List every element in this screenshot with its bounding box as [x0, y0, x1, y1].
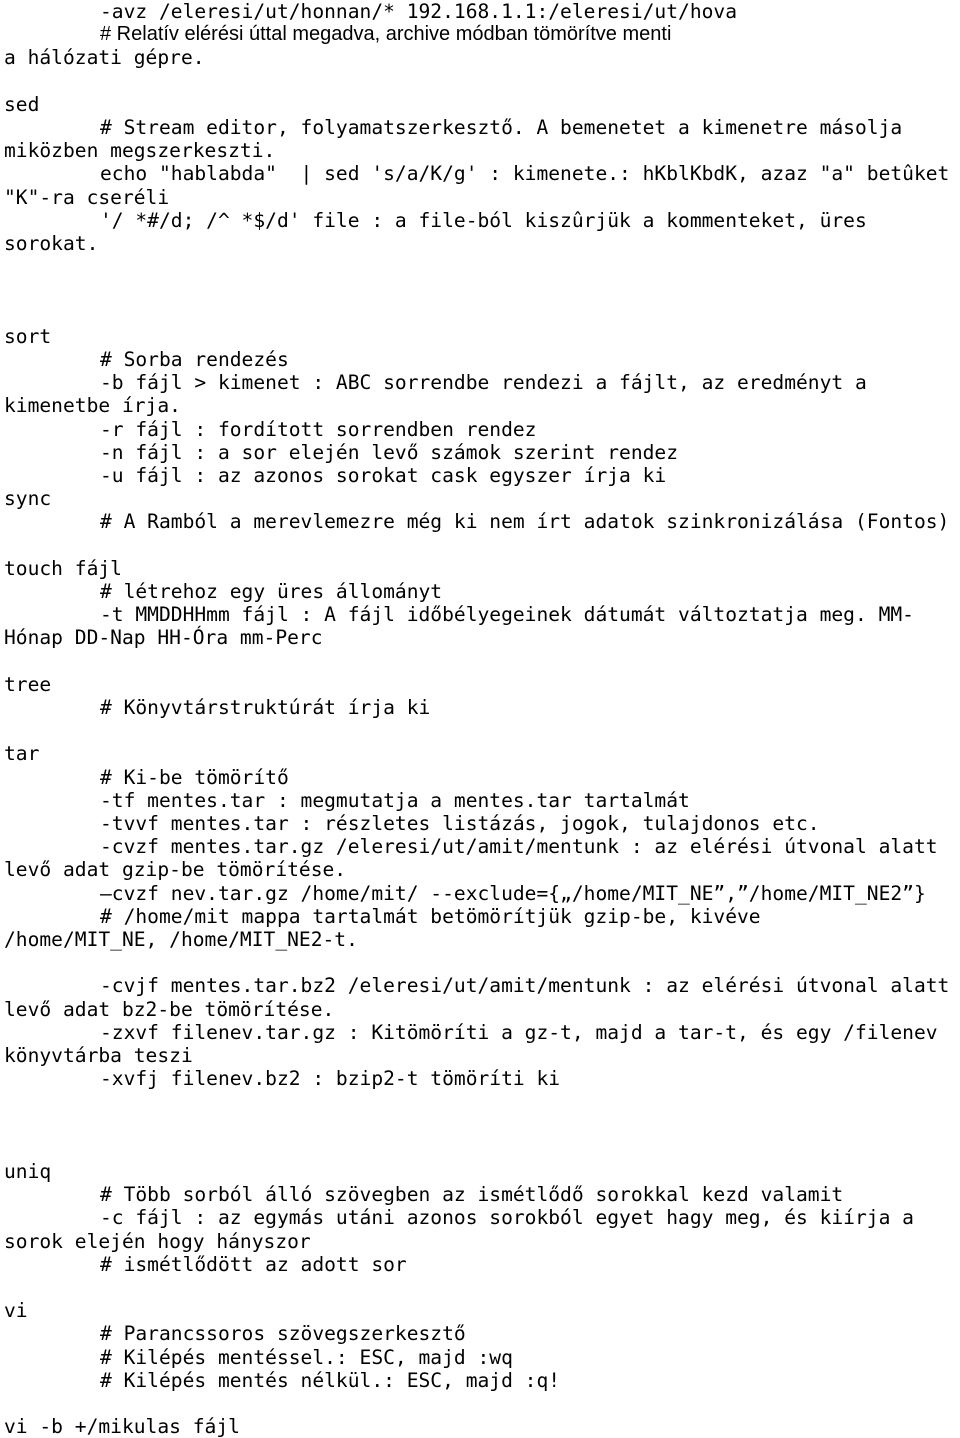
text-line: sorok elején hogy hányszor	[4, 1229, 311, 1253]
text-line: —cvzf nev.tar.gz /home/mit/ --exclude={„/home/MIT_NE”,”/home/MIT_NE2”}	[100, 881, 926, 905]
text-line: sorokat.	[4, 232, 99, 255]
text-line: kimenetbe írja.	[4, 394, 181, 418]
text-line: -cvjf mentes.tar.bz2 /eleresi/ut/amit/mentunk : az elérési útvonal alatt	[100, 974, 950, 998]
text-line: tree	[4, 672, 52, 696]
text-line: # Stream editor, folyamatszerkesztő. A bemenetet a kimenetre másolja	[100, 116, 903, 139]
text-line: -t MMDDHHmm fájl : A fájl időbélyegeinek dátumát változtatja meg. MM-	[100, 603, 914, 627]
text-line: -u fájl : az azonos sorokat cask egyszer írja ki	[100, 464, 667, 487]
text-line: miközben megszerkeszti.	[4, 139, 276, 163]
text-line: # Parancssoros szövegszerkesztő	[100, 1322, 466, 1346]
text-line: Hónap DD-Nap HH-Óra mm-Perc	[4, 626, 323, 650]
text-line: # Kilépés mentés nélkül.: ESC, majd :q!	[100, 1368, 561, 1392]
text-line: -avz /eleresi/ut/honnan/* 192.168.1.1:/eleresi/ut/hova	[100, 0, 738, 23]
text-line: -cvzf mentes.tar.gz /eleresi/ut/amit/mentunk : az elérési útvonal alatt	[100, 835, 938, 859]
text-line: könyvtárba teszi	[4, 1044, 193, 1067]
text-line: # Kilépés mentéssel.: ESC, majd :wq	[100, 1345, 513, 1369]
text-line: tar	[4, 742, 40, 766]
text-line: -zxvf filenev.tar.gz : Kitömöríti a gz-t, majd a tar-t, és egy /filenev	[100, 1020, 938, 1044]
text-line: levő adat bz2-be tömörítése.	[4, 997, 335, 1021]
text-line: -xvfj filenev.bz2 : bzip2-t tömöríti ki	[100, 1067, 561, 1091]
text-line: # Könyvtárstruktúrát írja ki	[100, 696, 431, 719]
text-line: uniq	[4, 1160, 52, 1183]
text-line: # /home/mit mappa tartalmát betömörítjük gzip-be, kivéve	[100, 904, 761, 928]
text-line: -r fájl : fordított sorrendben rendez	[100, 417, 537, 441]
text-line: # ismétlődött az adott sor	[100, 1252, 407, 1276]
text-line: sed	[4, 92, 40, 116]
document-page	[4, 0, 960, 1438]
text-line: # A Ramból a merevlemezre még ki nem írt adatok szinkronizálása (Fontos)	[100, 510, 950, 534]
text-line: touch fájl	[4, 556, 122, 580]
text-line: '/ *#/d; /^ *$/d' file : a file-ból kiszûrjük a kommenteket, üres	[100, 208, 867, 232]
text-line: /home/MIT_NE, /home/MIT_NE2-t.	[4, 928, 358, 951]
text-line: # Sorba rendezés	[100, 348, 289, 371]
text-line: vi -b +/mikulas fájl	[4, 1415, 240, 1438]
text-line: echo "hablabda" | sed 's/a/K/g' : kimenete.: hKblKbdK, azaz "a" betûket	[100, 162, 950, 186]
text-line: -c fájl : az egymás utáni azonos sorokból egyet hagy meg, és kiírja a	[100, 1206, 914, 1230]
text-line: a hálózati gépre.	[4, 46, 205, 70]
text-line: vi	[4, 1299, 28, 1323]
text-line: sync	[4, 487, 52, 511]
text-line: # Relatív elérési úttal megadva, archive módban tömörítve menti	[100, 23, 672, 46]
text-line: # Több sorból álló szövegben az ismétlődő sorokkal kezd valamit	[100, 1183, 844, 1207]
text-line: # létrehoz egy üres állományt	[100, 580, 443, 603]
text-line: # Ki-be tömörítő	[100, 765, 289, 789]
text-line: levő adat gzip-be tömörítése.	[4, 858, 347, 882]
text-line: "K"-ra cseréli	[4, 185, 170, 209]
text-line: sort	[4, 324, 52, 348]
text-line: -tf mentes.tar : megmutatja a mentes.tar tartalmát	[100, 788, 690, 812]
text-line: -b fájl > kimenet : ABC sorrendbe rendezi a fájlt, az eredményt a	[100, 371, 867, 395]
text-line: -n fájl : a sor elején levő számok szerint rendez	[100, 440, 679, 464]
text-line: -tvvf mentes.tar : részletes listázás, jogok, tulajdonos etc.	[100, 812, 820, 835]
